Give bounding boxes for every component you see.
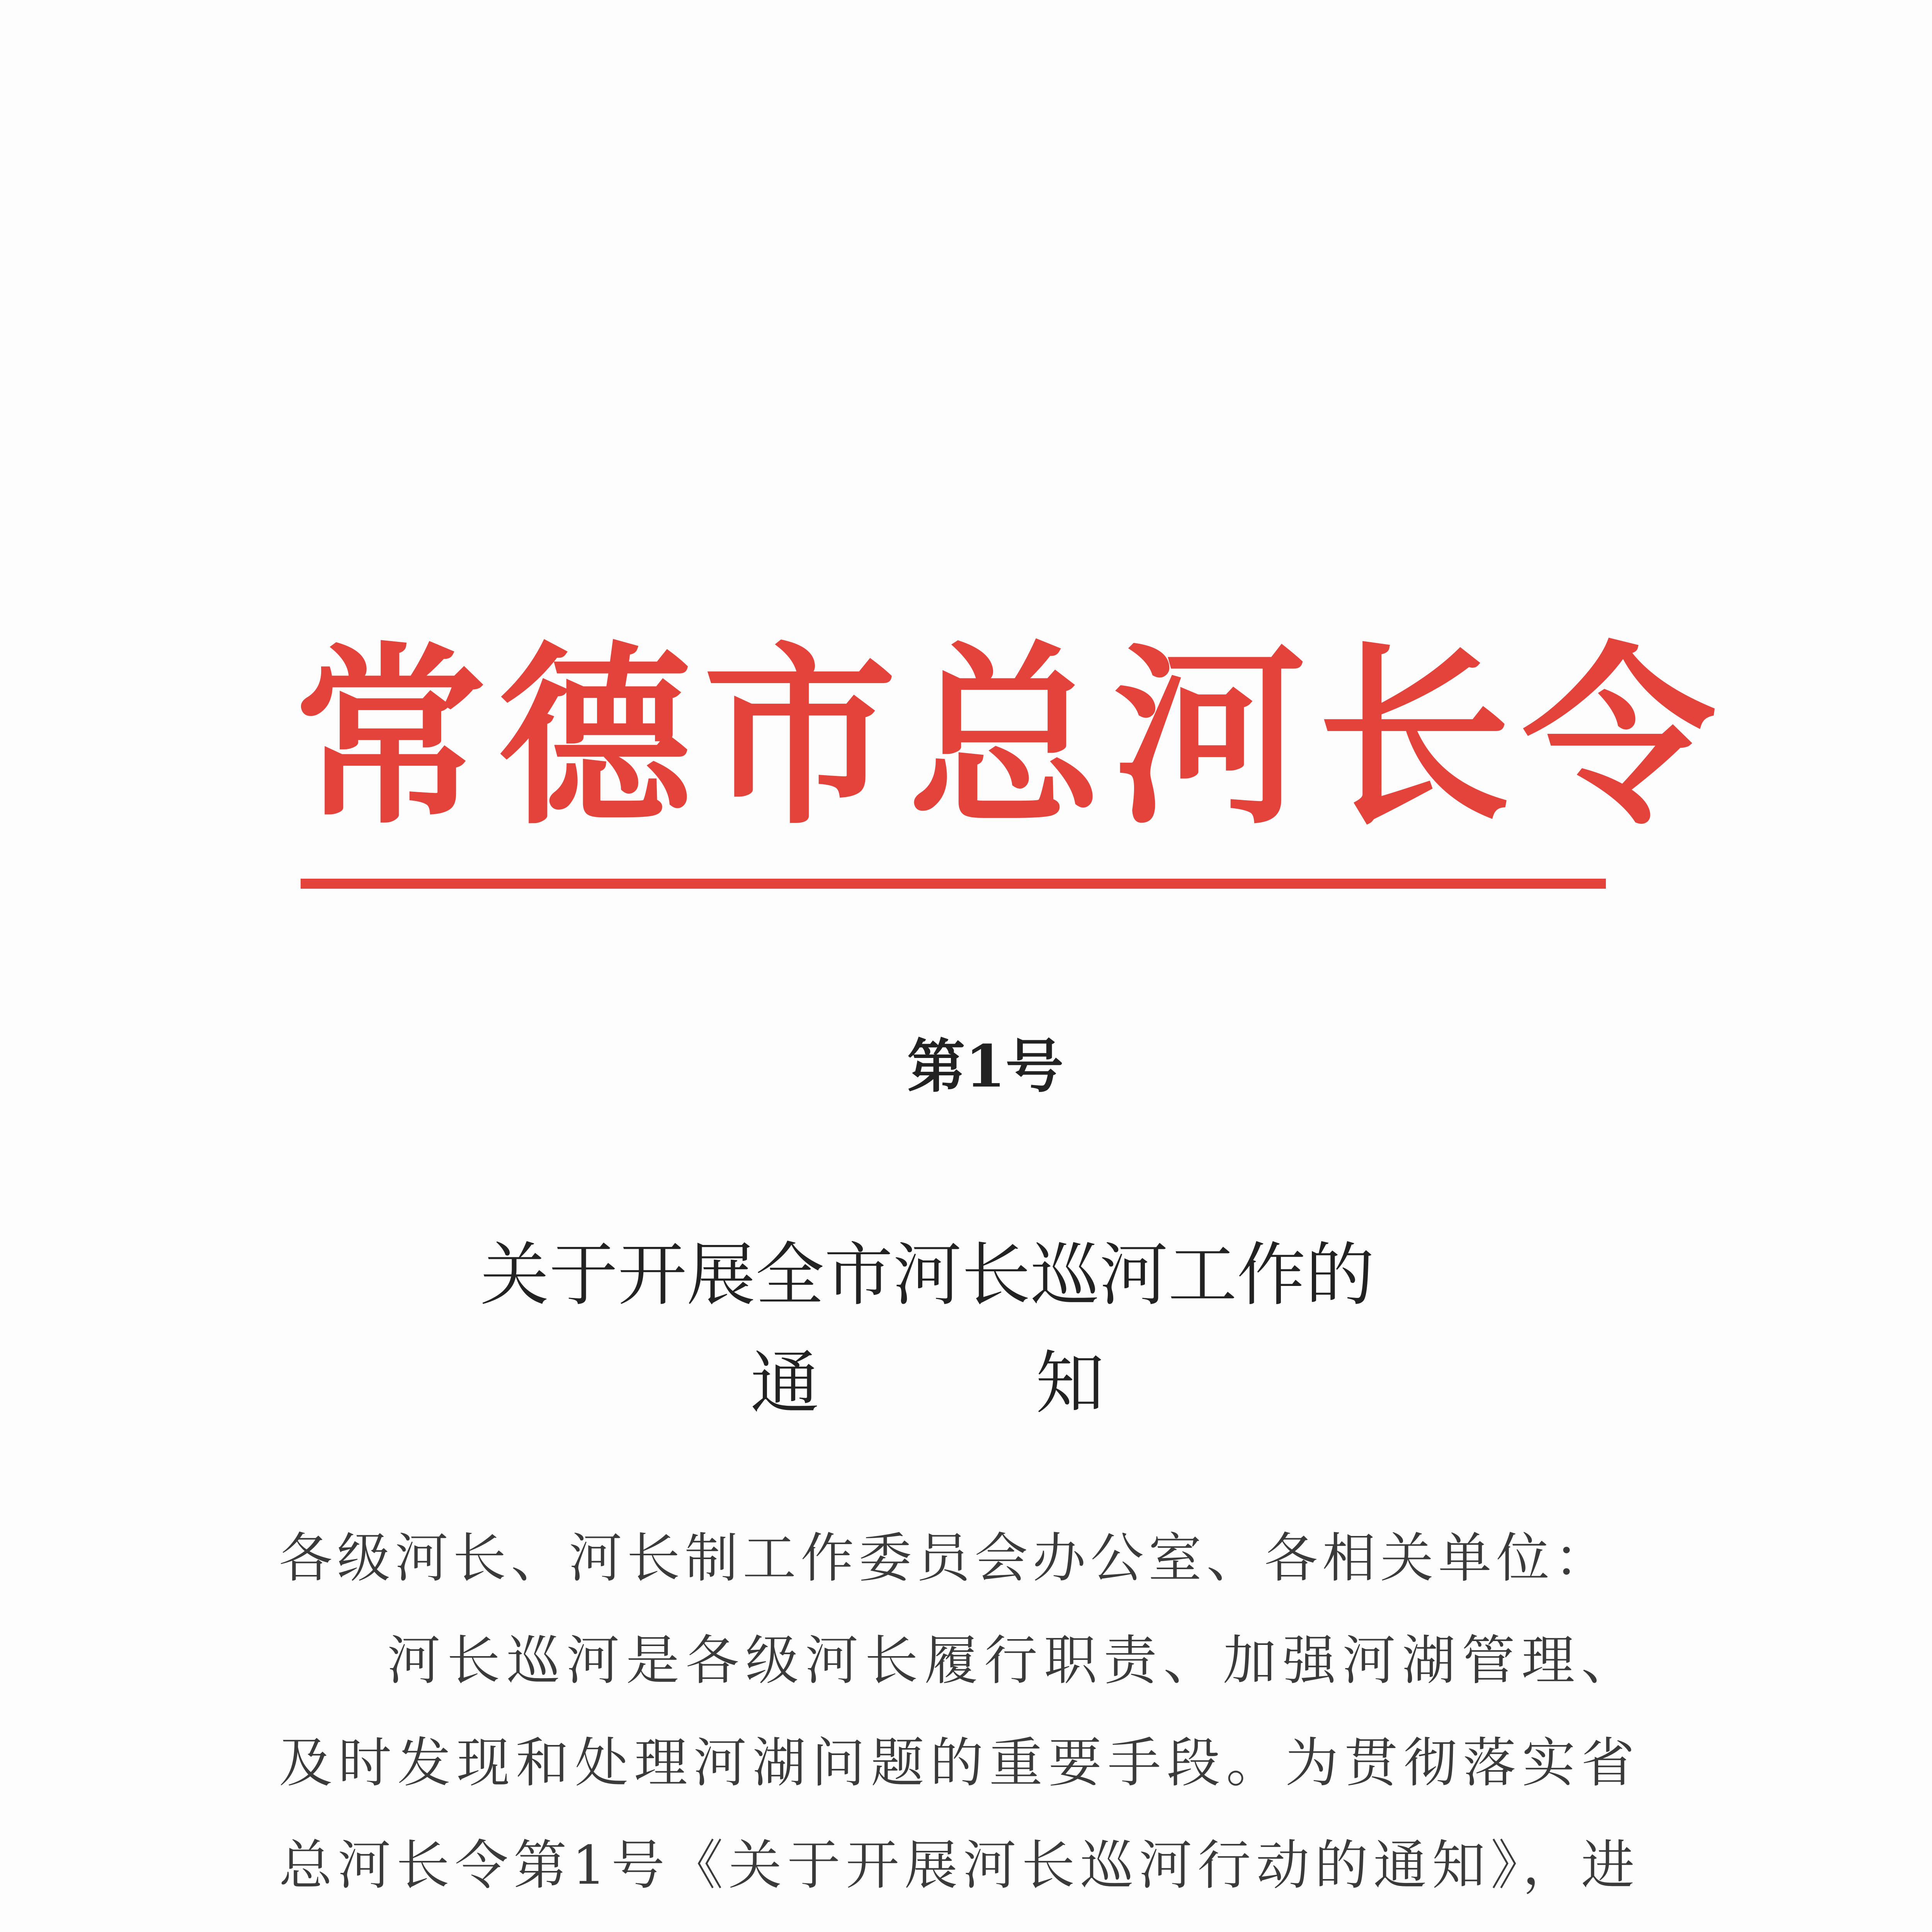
salutation: 各级河长、河长制工作委员会办公室、各相关单位：	[279, 1527, 1612, 1589]
red-divider-line	[301, 879, 1606, 889]
document-title-line-2: 通知	[750, 1343, 1321, 1423]
order-number: 第1号	[907, 1032, 1064, 1100]
issuer-title: 常德市总河长令	[294, 626, 1727, 850]
document-title-line-1: 关于开展全市河长巡河工作的	[480, 1235, 1374, 1315]
paragraph-intro: 河长巡河是各级河长履行职责、加强河湖管理、及时发现和处理河湖问题的重要手段。为贯彻落实省总河长令第1号《关于开展河长巡河行动的通知》，进	[279, 1629, 1639, 1896]
document-body	[279, 1507, 1639, 1932]
